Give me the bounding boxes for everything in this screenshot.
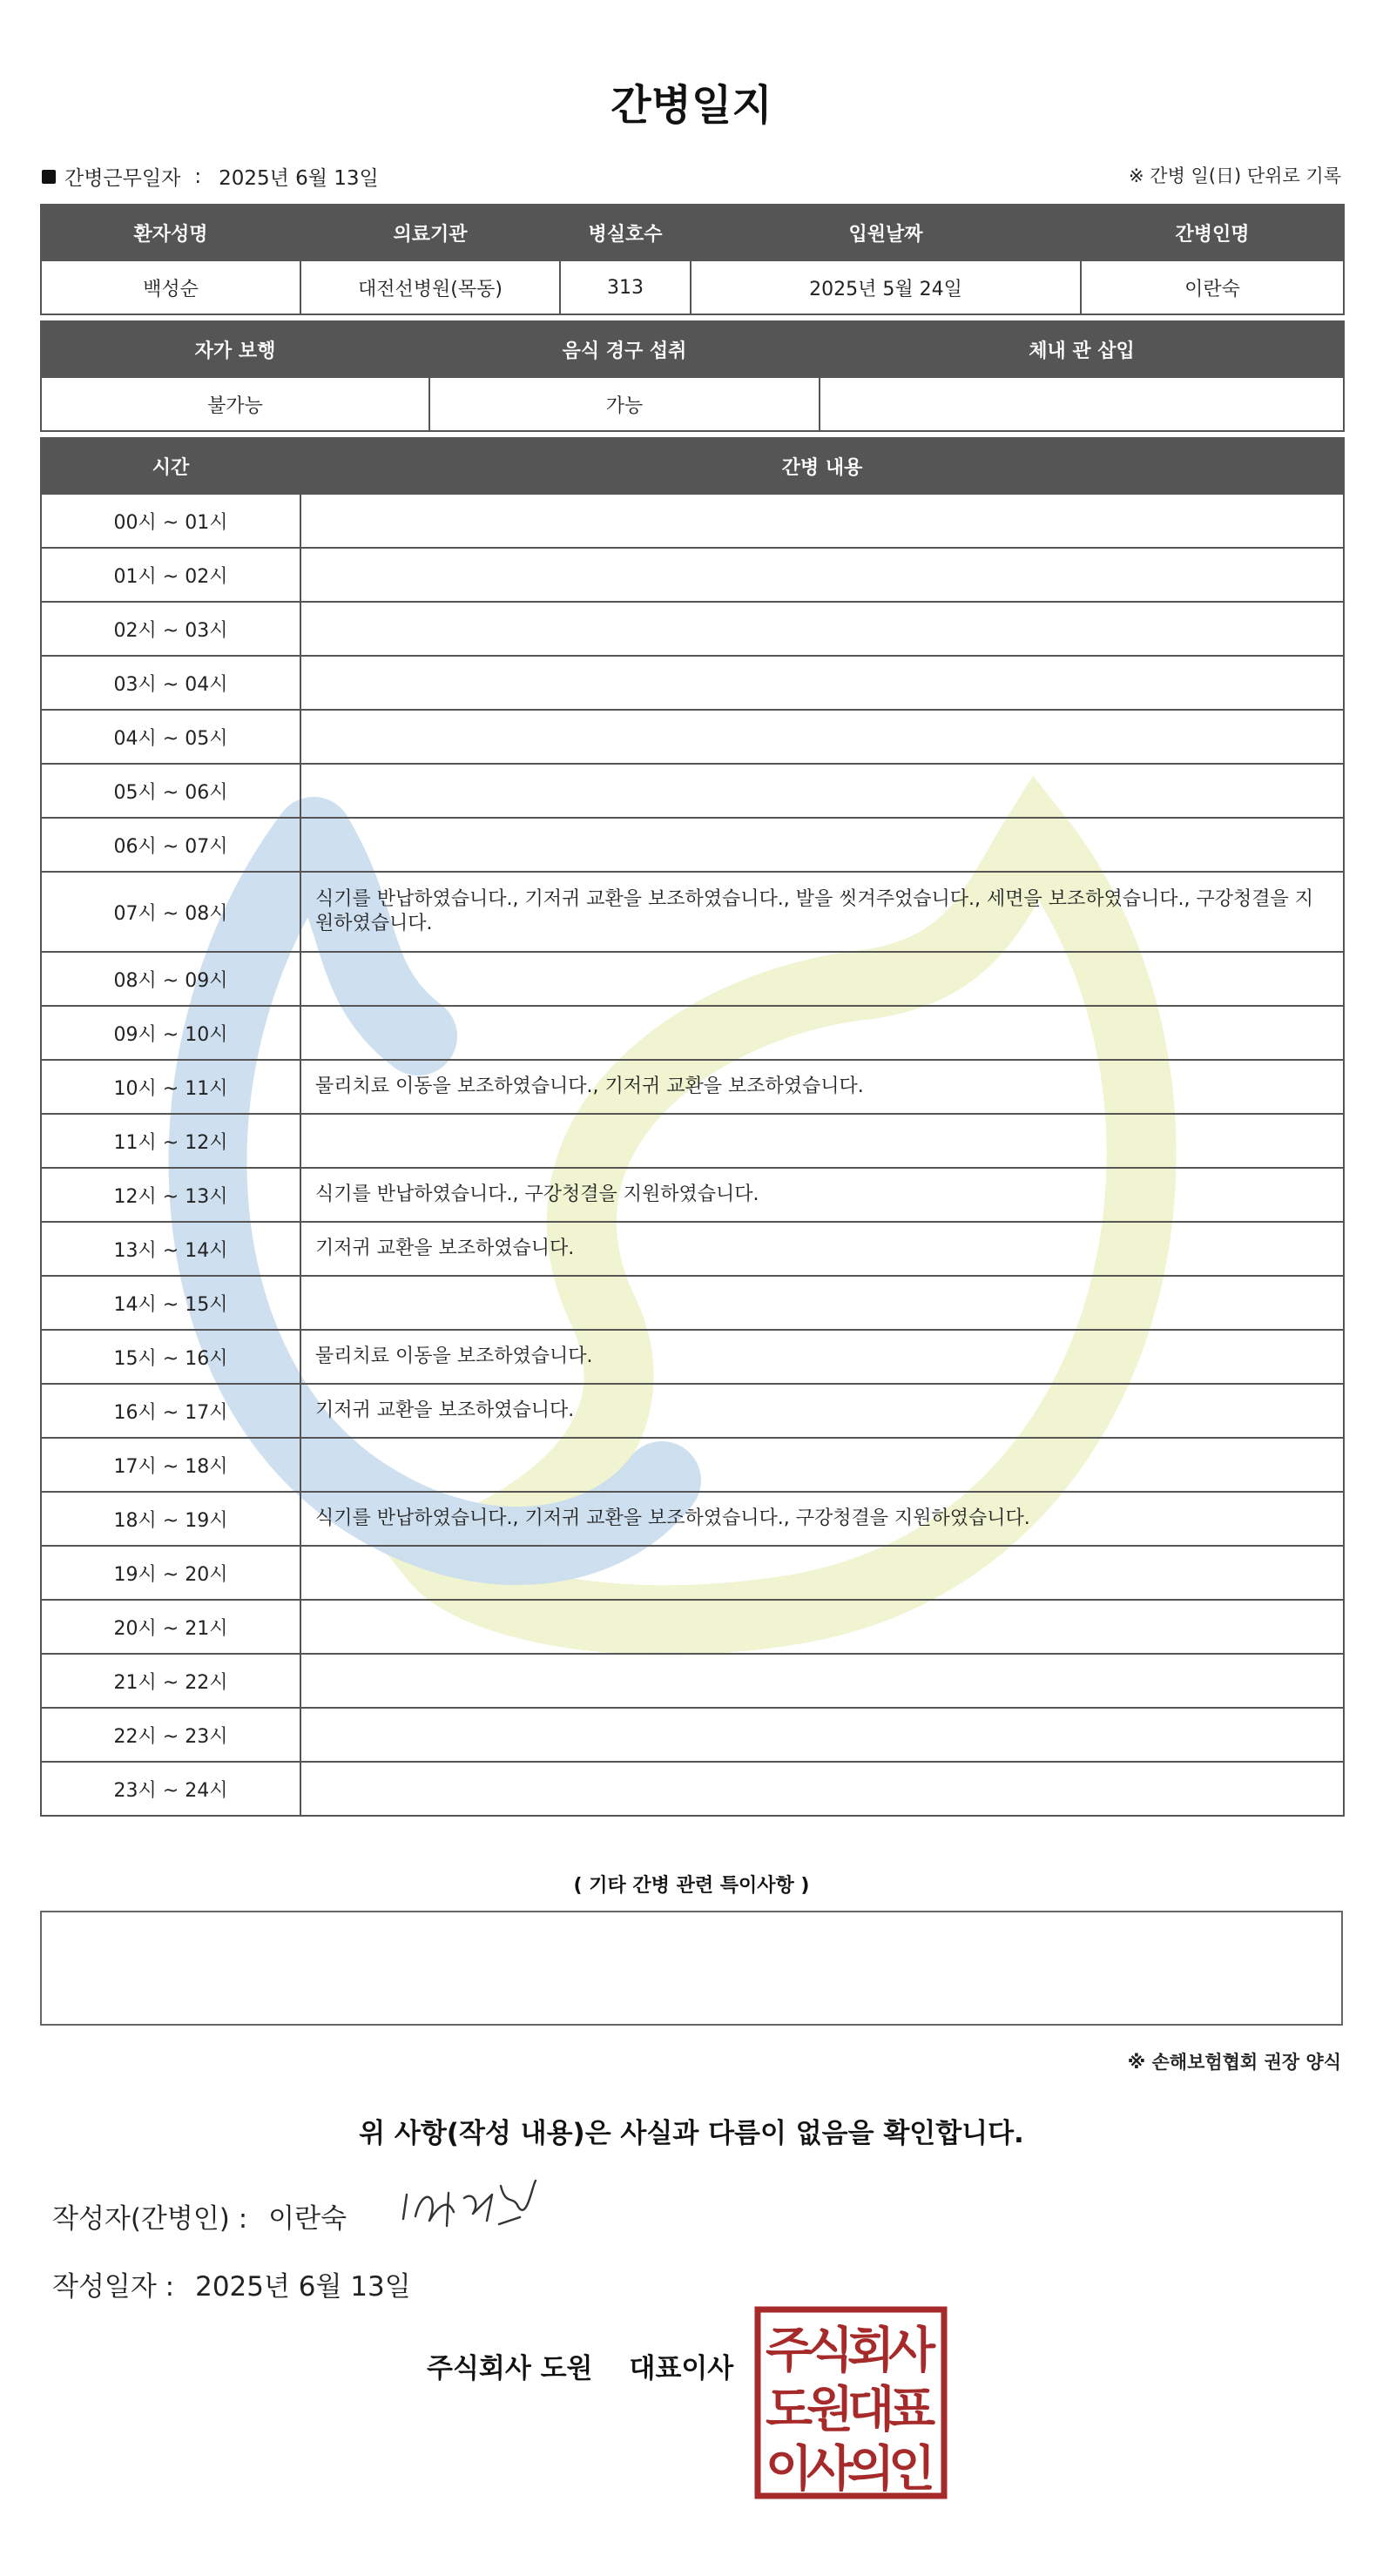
log-row xyxy=(41,1006,1344,1060)
header-walking: 자가 보행 xyxy=(41,321,429,377)
log-time: 15시 ~ 16시 xyxy=(41,1330,300,1384)
oral-intake-value: 가능 xyxy=(429,377,820,431)
recommend-note: ※ 손해보험협회 권장 양식 xyxy=(1127,2052,1341,2073)
log-time: 04시 ~ 05시 xyxy=(41,710,300,764)
log-row xyxy=(41,1114,1344,1168)
log-row xyxy=(41,1492,1344,1546)
handwritten-signature xyxy=(396,2168,544,2238)
log-content xyxy=(300,1114,1344,1168)
log-content xyxy=(300,1762,1344,1816)
log-time: 10시 ~ 11시 xyxy=(41,1060,300,1114)
log-time: 01시 ~ 02시 xyxy=(41,548,300,602)
date-label: 작성일자 : xyxy=(52,2271,175,2303)
writer-label: 작성자(간병인) : xyxy=(52,2203,248,2235)
header-patient-name: 환자성명 xyxy=(41,205,300,260)
log-time: 20시 ~ 21시 xyxy=(41,1600,300,1654)
patient-info-table xyxy=(40,204,1345,315)
svg-text:회: 회 xyxy=(847,2323,895,2379)
header-oral-intake: 음식 경구 섭취 xyxy=(429,321,820,377)
log-row xyxy=(41,548,1344,602)
svg-text:표: 표 xyxy=(887,2382,936,2438)
patient-header-row xyxy=(41,205,1344,260)
log-content xyxy=(300,602,1344,656)
log-row xyxy=(41,1546,1344,1600)
svg-text:주: 주 xyxy=(765,2323,813,2379)
log-time: 00시 ~ 01시 xyxy=(41,494,300,548)
log-time: 11시 ~ 12시 xyxy=(41,1114,300,1168)
log-row xyxy=(41,656,1344,710)
log-row xyxy=(41,1168,1344,1222)
date-value: 2025년 6월 13일 xyxy=(195,2271,411,2303)
writer-name: 이란숙 xyxy=(268,2203,347,2235)
log-row xyxy=(41,1600,1344,1654)
company-seal-stamp xyxy=(754,2306,948,2499)
log-row xyxy=(41,1762,1344,1816)
log-time: 17시 ~ 18시 xyxy=(41,1438,300,1492)
header-care-content: 간병 내용 xyxy=(300,438,1344,494)
record-note: ※ 간병 일(日) 단위로 기록 xyxy=(1129,165,1341,186)
log-row xyxy=(41,1708,1344,1762)
header-time: 시간 xyxy=(41,438,300,494)
log-row xyxy=(41,818,1344,872)
caregiver-name: 이란숙 xyxy=(1081,260,1344,314)
log-row xyxy=(41,1330,1344,1384)
patient-name: 백성순 xyxy=(41,260,300,314)
log-time: 03시 ~ 04시 xyxy=(41,656,300,710)
log-row xyxy=(41,952,1344,1006)
log-row xyxy=(41,710,1344,764)
svg-text:원: 원 xyxy=(806,2382,854,2438)
tube-value xyxy=(820,377,1344,431)
walking-value: 불가능 xyxy=(41,377,429,431)
log-content xyxy=(300,548,1344,602)
log-header-row xyxy=(41,438,1344,494)
header-tube: 체내 관 삽입 xyxy=(820,321,1344,377)
log-content xyxy=(300,656,1344,710)
log-row xyxy=(41,1384,1344,1438)
log-content xyxy=(300,764,1344,818)
patient-status-table xyxy=(40,320,1345,432)
work-date-label: 간병근무일자 xyxy=(64,167,181,190)
written-date-line xyxy=(52,2264,411,2303)
log-content xyxy=(300,1654,1344,1708)
svg-text:의: 의 xyxy=(847,2441,895,2498)
log-content: 식기를 반납하였습니다., 기저귀 교환을 보조하였습니다., 발을 씻겨주었습니다., 세면을 보조하였습니다., 구강청결을 지원하였습니다. xyxy=(300,872,1344,952)
log-time: 22시 ~ 23시 xyxy=(41,1708,300,1762)
care-log-table xyxy=(40,437,1345,1817)
log-time: 14시 ~ 15시 xyxy=(41,1276,300,1330)
log-content: 식기를 반납하였습니다., 구강청결을 지원하였습니다. xyxy=(300,1168,1344,1222)
company-name: 주식회사 도원 xyxy=(427,2353,593,2384)
svg-text:이: 이 xyxy=(765,2441,813,2498)
log-time: 21시 ~ 22시 xyxy=(41,1654,300,1708)
page-title: 간병일지 xyxy=(611,81,772,130)
svg-text:인: 인 xyxy=(887,2441,936,2498)
company-representative: 대표이사 xyxy=(629,2353,734,2384)
log-content: 물리치료 이동을 보조하였습니다., 기저귀 교환을 보조하였습니다. xyxy=(300,1060,1344,1114)
log-time: 18시 ~ 19시 xyxy=(41,1492,300,1546)
log-time: 19시 ~ 20시 xyxy=(41,1546,300,1600)
log-row xyxy=(41,872,1344,952)
special-notes-title: ( 기타 간병 관련 특이사항 ) xyxy=(573,1875,810,1897)
log-row xyxy=(41,1654,1344,1708)
log-content xyxy=(300,1438,1344,1492)
log-row xyxy=(41,1438,1344,1492)
patient-value-row xyxy=(41,260,1344,314)
log-row xyxy=(41,1276,1344,1330)
log-content xyxy=(300,494,1344,548)
svg-text:사: 사 xyxy=(806,2441,854,2498)
header-room: 병실호수 xyxy=(560,205,691,260)
status-header-row xyxy=(41,321,1344,377)
log-time: 06시 ~ 07시 xyxy=(41,818,300,872)
company-line xyxy=(427,2346,733,2385)
log-content: 기저귀 교환을 보조하였습니다. xyxy=(300,1222,1344,1276)
log-content: 기저귀 교환을 보조하였습니다. xyxy=(300,1384,1344,1438)
log-time: 02시 ~ 03시 xyxy=(41,602,300,656)
log-content xyxy=(300,710,1344,764)
log-time: 12시 ~ 13시 xyxy=(41,1168,300,1222)
log-content xyxy=(300,1006,1344,1060)
log-time: 08시 ~ 09시 xyxy=(41,952,300,1006)
room-number: 313 xyxy=(560,260,691,314)
header-admission-date: 입원날짜 xyxy=(691,205,1081,260)
log-content: 식기를 반납하였습니다., 기저귀 교환을 보조하였습니다., 구강청결을 지원하였습니다. xyxy=(300,1492,1344,1546)
log-time: 13시 ~ 14시 xyxy=(41,1222,300,1276)
log-content xyxy=(300,1546,1344,1600)
admission-date: 2025년 5월 24일 xyxy=(691,260,1081,314)
log-time: 05시 ~ 06시 xyxy=(41,764,300,818)
log-content xyxy=(300,952,1344,1006)
status-value-row xyxy=(41,377,1344,431)
log-row xyxy=(41,1222,1344,1276)
hospital: 대전선병원(목동) xyxy=(300,260,560,314)
special-notes-box xyxy=(40,1911,1343,2026)
log-content xyxy=(300,818,1344,872)
square-bullet-icon xyxy=(42,170,56,184)
log-time: 23시 ~ 24시 xyxy=(41,1762,300,1816)
log-row xyxy=(41,764,1344,818)
log-row xyxy=(41,1060,1344,1114)
writer-line xyxy=(52,2196,347,2235)
confirmation-statement: 위 사항(작성 내용)은 사실과 다름이 없음을 확인합니다. xyxy=(359,2118,1024,2149)
log-time: 07시 ~ 08시 xyxy=(41,872,300,952)
header-caregiver: 간병인명 xyxy=(1081,205,1344,260)
log-content: 물리치료 이동을 보조하였습니다. xyxy=(300,1330,1344,1384)
svg-text:대: 대 xyxy=(847,2382,895,2438)
log-content xyxy=(300,1600,1344,1654)
log-row xyxy=(41,494,1344,548)
log-time: 16시 ~ 17시 xyxy=(41,1384,300,1438)
log-time: 09시 ~ 10시 xyxy=(41,1006,300,1060)
svg-text:도: 도 xyxy=(765,2382,813,2438)
log-content xyxy=(300,1708,1344,1762)
svg-text:식: 식 xyxy=(806,2323,854,2379)
work-date: 간병근무일자 : 2025년 6월 13일 xyxy=(42,162,379,191)
log-row xyxy=(41,602,1344,656)
header-hospital: 의료기관 xyxy=(300,205,560,260)
work-date-value: 2025년 6월 13일 xyxy=(219,167,379,190)
svg-text:사: 사 xyxy=(887,2323,936,2379)
log-content xyxy=(300,1276,1344,1330)
